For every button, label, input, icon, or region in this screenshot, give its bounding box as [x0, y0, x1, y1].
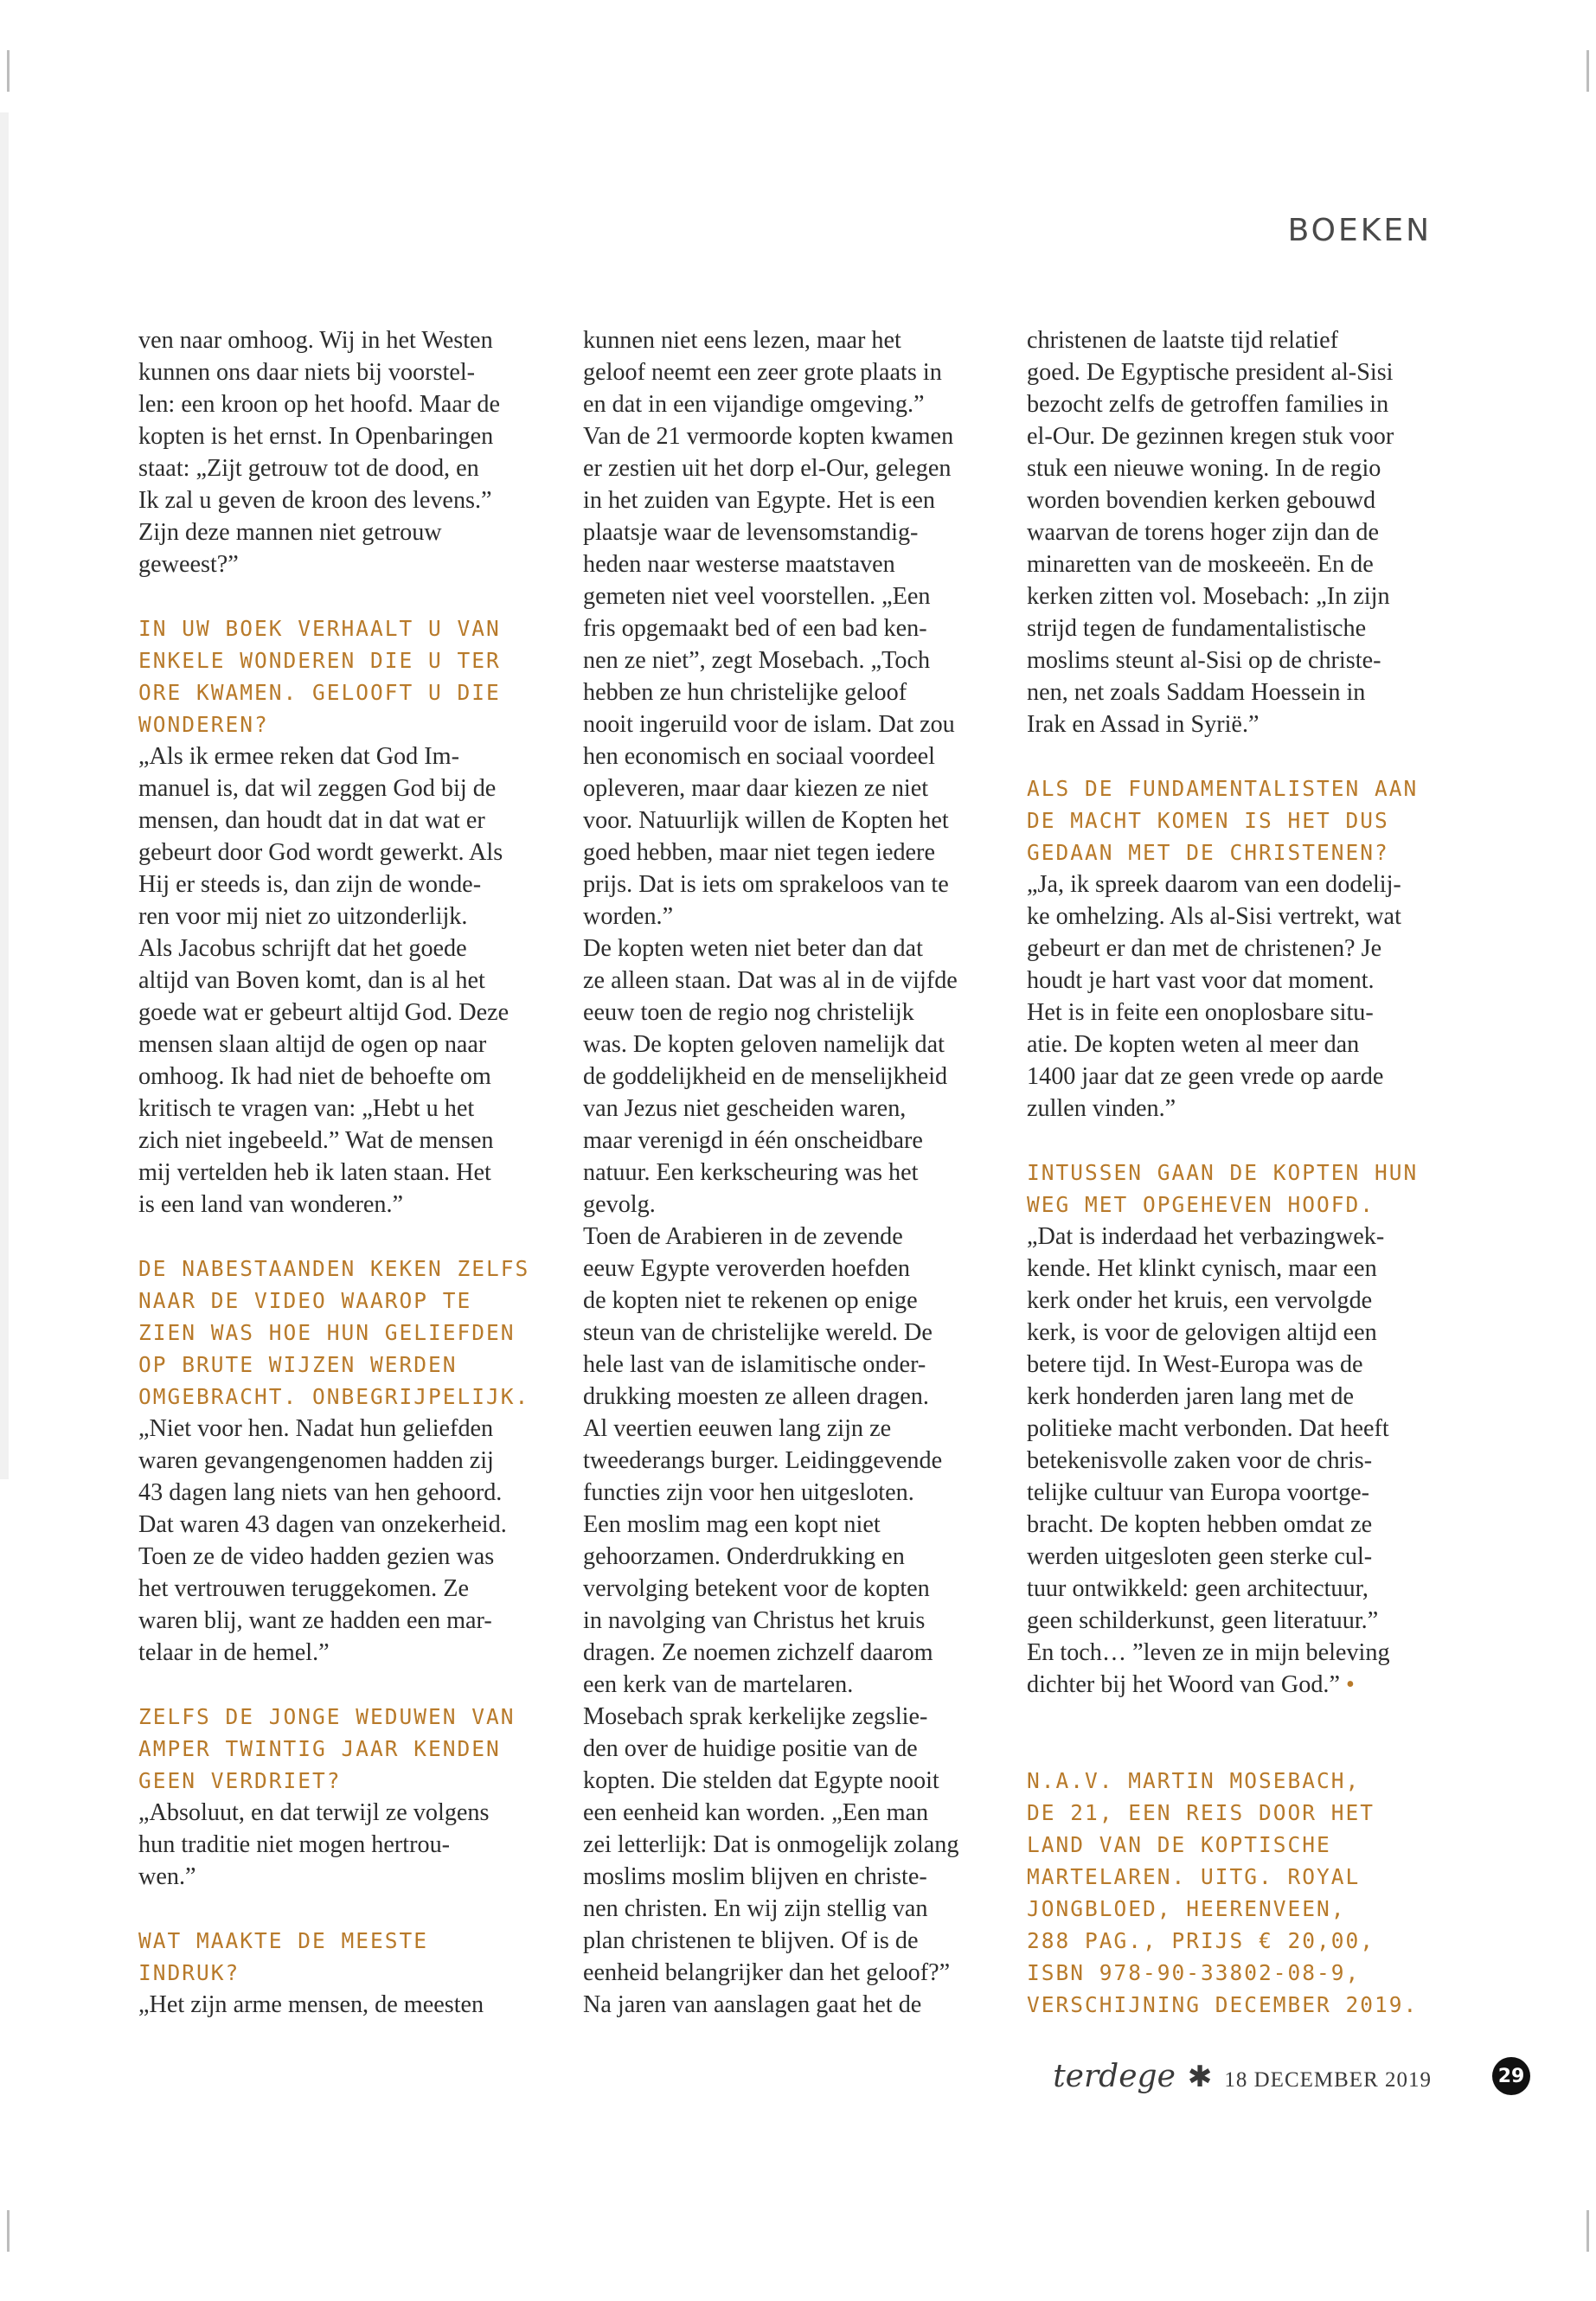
- body-paragraph: christenen de laatste tijd relatief goed. De Egyptische president al-Sisi bezocht zelfs de getroffen families in el-Our. De gezinnen kregen stuk voor stuk een nieuwe woning. In de regio worden bovendien kerken gebouwd waarvan de torens hoger zijn dan de minaretten van de moskeeën. En de kerken zitten vol. Mosebach: „In zijn strijd tegen de fundamentalistische moslims steunt al-Sisi op de christe- nen, net zoals Saddam Hoessein in Irak en Assad in Syrië.”: [1027, 327, 1394, 738]
- section-label: BOEKEN: [1287, 213, 1432, 248]
- interview-question: INTUSSEN GAAN DE KOPTEN HUN WEG MET OPGEHEVEN HOOFD.: [1027, 1160, 1419, 1217]
- crop-mark-top-right: [1586, 50, 1589, 92]
- asterisk-icon: ✱: [1187, 2060, 1213, 2094]
- body-paragraph-final: [1027, 1221, 1442, 1701]
- interview-question: ZELFS DE JONGE WEDUWEN VAN AMPER TWINTIG JAAR KENDEN GEEN VERDRIET?: [138, 1704, 516, 1793]
- crop-mark-top-left: [7, 50, 10, 92]
- body-paragraph: „Als ik ermee reken dat God Im- manuel is, dat wil zeggen God bij de mensen, dan houdt dat in dat wat er gebeurt door God wordt gewerkt. Als Hij er steeds is, dan zijn de wonde- ren voor mij niet zo uitzonderlijk. Als Jacobus schrijft dat het goede altijd van Boven komt, dan is al het goede wat er gebeurt altijd God. Deze mensen slaan altijd de ogen op naar omhoog. Ik had niet de behoefte om kritisch te vragen van: „Hebt u het zich niet ingebeeld.” Wat de mensen mij vertelden heb ik laten staan. Het is een land van wonderen.”: [138, 743, 510, 1218]
- page-footer: [1053, 2059, 1432, 2094]
- magazine-logo: terdege: [1053, 2059, 1176, 2094]
- interview-question: IN UW BOEK VERHAALT U VAN ENKELE WONDEREN DIE U TER ORE KWAMEN. GELOOFT U DIE WONDEREN?: [138, 616, 501, 737]
- book-credit: N.A.V. MARTIN MOSEBACH, DE 21, EEN REIS DOOR HET LAND VAN DE KOPTISCHE MARTELAREN. UITG. ROYAL JONGBLOED, HEERENVEEN, 288 PAG., PRIJS € 20,00, ISBN 978-90-33802-08-9, VERSCHIJNING DECEMBER 2019.: [1027, 1768, 1419, 2017]
- final-paragraph-text: „Dat is inderdaad het verbazingwek- kende. Het klinkt cynisch, maar een kerk onder het kruis, een vervolgde kerk, is voor de gelovigen altijd een betere tijd. In West-Europa was de kerk honderden jaren lang met de politieke macht verbonden. Dat heeft betekenisvolle zaken voor de chris- telijke cultuur van Europa voortge- bracht. De kopten hebben omdat ze werden uitgesloten geen sterke cul- tuur ontwikkeld: geen architectuur, geen schilderkunst, geen literatuur.” En toch… ”leven ze in mijn beleving dichter bij het Woord van God.”: [1027, 1223, 1390, 1698]
- column-3: [1027, 324, 1442, 2021]
- column-2: [583, 324, 998, 2021]
- interview-question: ALS DE FUNDAMENTALISTEN AAN DE MACHT KOMEN IS HET DUS GEDAAN MET DE CHRISTENEN?: [1027, 776, 1419, 865]
- page-edge-shade: [0, 112, 9, 1479]
- body-paragraph: kunnen niet eens lezen, maar het geloof neemt een zeer grote plaats in en dat in een vijandige omgeving.” Van de 21 vermoorde kopten kwamen er zestien uit het dorp el-Our, gelegen in het zuiden van Egypte. Het is een plaatsje waar de levensomstandig- heden naar westerse maatstaven gemeten niet veel voorstellen. „Een fris opgemaakt bed of een bad ken- nen ze niet”, zegt Mosebach. „Toch hebben ze hun christelijke geloof nooit ingeruild voor de islam. Dat zou hen economisch en sociaal voordeel opleveren, maar daar kiezen ze niet voor. Natuurlijk willen de Kopten het goed hebben, maar niet tegen iedere prijs. Dat is iets om sprakeloos van te worden.” De kopten weten niet beter dan dat ze alleen staan. Dat was al in de vijfde eeuw toen de regio nog christelijk was. De kopten geloven namelijk dat de goddelijkheid en de menselijkheid van Jezus niet gescheiden waren, maar verenigd in één onscheidbare natuur. Een kerkscheuring was het gevolg. Toen de Arabieren in de zevende eeuw Egypte veroverden hoefden de kopten niet te rekenen op enige steun van de christelijke wereld. De hele last van de islamitische onder- drukking moesten ze alleen dragen. Al veertien eeuwen lang zijn ze tweederangs burger. Leidinggevende functies zijn voor hen uitgesloten. Een moslim mag een kopt niet gehoorzamen. Onderdrukking en vervolging betekent voor de kopten in navolging van Christus het kruis dragen. Ze noemen zichzelf daarom een kerk van de martelaren. Mosebach sprak kerkelijke zegslie- den over de huidige positie van de kopten. Die stelden dat Egypte nooit een eenheid kan worden. „Een man zei letterlijk: Dat is onmogelijk zolang moslims moslim blijven en christe- nen christen. En wij zijn stellig van plan christenen te blijven. Of is de eenheid belangrijker dan het geloof?” Na jaren van aanslagen gaat het de: [583, 327, 959, 2018]
- body-paragraph: ven naar omhoog. Wij in het Westen kunnen ons daar niets bij voorstel- len: een kroon op het hoofd. Maar de kopten is het ernst. In Openbaringen staat: „Zijt getrouw tot de dood, en Ik zal u geven de kroon des levens.” Zijn deze mannen niet getrouw geweest?”: [138, 327, 500, 578]
- column-1: [138, 324, 554, 2021]
- interview-question: DE NABESTAANDEN KEKEN ZELFS NAAR DE VIDEO WAAROP TE ZIEN WAS HOE HUN GELIEFDEN OP BRUTE WIJZEN WERDEN OMGEBRACHT. ONBEGRIJPELIJK.: [138, 1256, 530, 1409]
- interview-question: WAT MAAKTE DE MEESTE INDRUK?: [138, 1928, 429, 1985]
- body-paragraph: „Ja, ik spreek daarom van een dodelij- ke omhelzing. Als al-Sisi vertrekt, wat gebeurt er dan met de christenen? Je houdt je hart vast voor dat moment. Het is in feite een onoplosbare situ- atie. De kopten weten al meer dan 1400 jaar dat ze geen vrede op aarde zullen vinden.”: [1027, 871, 1401, 1122]
- page-number: 29: [1492, 2057, 1530, 2095]
- issue-date: 18 DECEMBER 2019: [1224, 2068, 1432, 2092]
- body-paragraph: „Absoluut, en dat terwijl ze volgens hun traditie niet mogen hertrou- wen.”: [138, 1799, 490, 1890]
- body-paragraph: „Het zijn arme mensen, de meesten: [138, 1991, 484, 2018]
- end-mark: •: [1340, 1671, 1355, 1698]
- body-paragraph: „Niet voor hen. Nadat hun geliefden waren gevangengenomen hadden zij 43 dagen lang niets van hen gehoord. Dat waren 43 dagen van onzekerheid. Toen ze de video hadden gezien was het vertrouwen teruggekomen. Ze waren blij, want ze hadden een mar- telaar in de hemel.”: [138, 1415, 507, 1666]
- crop-mark-bottom-left: [7, 2210, 10, 2252]
- crop-mark-bottom-right: [1586, 2210, 1589, 2252]
